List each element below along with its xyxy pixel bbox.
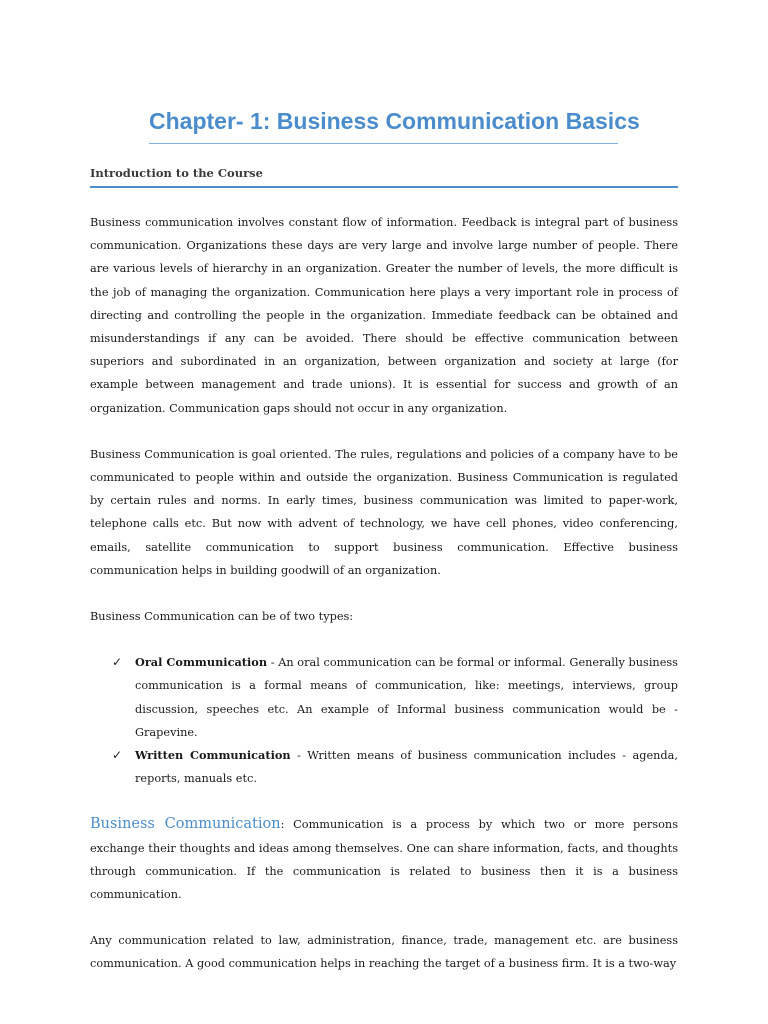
chapter-title: Chapter- 1: Business Communication Basics — [149, 106, 618, 144]
written-description: - Written means of business communication includes - agenda, reports, manuals etc. — [135, 749, 678, 786]
paragraph-related-fields: Any communication related to law, administration, finance, trade, management etc. are business communication. A good communication helps in reaching the target of a business firm. It is a two-way — [90, 934, 678, 971]
paragraph-two-types: Business Communication can be of two types: — [90, 610, 354, 624]
checkmark-icon: ✓ — [112, 655, 123, 670]
paragraph-goal-oriented: Business Communication is goal oriented. The rules, regulations and policies of a company have to be communicated to people within and outside the organization. Business Communication is regulated by certain rules and norms. In early times, business communication was limited to paper-work, telephone calls etc. But now with advent of technology, we have cell phones, video conferencing, emails, satellite communication to support business communication. Effective business communication helps in building goodwill of an organization. — [90, 447, 678, 577]
oral-description: - An oral communication can be formal or informal. Generally business communication is a formal means of communication, like: meetings, interviews, group discussion, speeches etc. An example of Informal business communication would be - Grapevine. — [135, 656, 678, 739]
list-item-written — [90, 744, 678, 790]
paragraph-feedback: Business communication involves constant flow of information. Feedback is integral part of business communication. Organizations these days are very large and involve large number of people. There are various levels of hierarchy in an organization. Greater the number of levels, the more difficult is the job of managing the organization. Communication here plays a very important role in process of directing and controlling the people in the organization. Immediate feedback can be obtained and misunderstandings if any can be avoided. There should be effective communication between superiors and subordinated in an organization, between organization and society at large (for example between management and trade unions). It is essential for success and growth of an organization. Communication gaps should not occur in any organization. — [90, 216, 678, 415]
definition-text: : Communication is a process by which two or more persons exchange their thoughts and ideas among themselves. One can share information, facts, and thoughts through communication. If the communication is related to business then it is a business communication. — [90, 818, 679, 902]
term-written-communication: Written Communication — [135, 748, 291, 763]
term-oral-communication: Oral Communication — [135, 655, 268, 670]
paragraph-definition — [90, 813, 678, 906]
checkmark-icon: ✓ — [112, 748, 123, 763]
document-body — [90, 211, 678, 976]
list-item-oral — [90, 651, 678, 744]
definition-heading: Business Communication — [90, 816, 281, 833]
communication-types-list — [90, 651, 678, 790]
section-heading: Introduction to the Course — [90, 165, 678, 188]
